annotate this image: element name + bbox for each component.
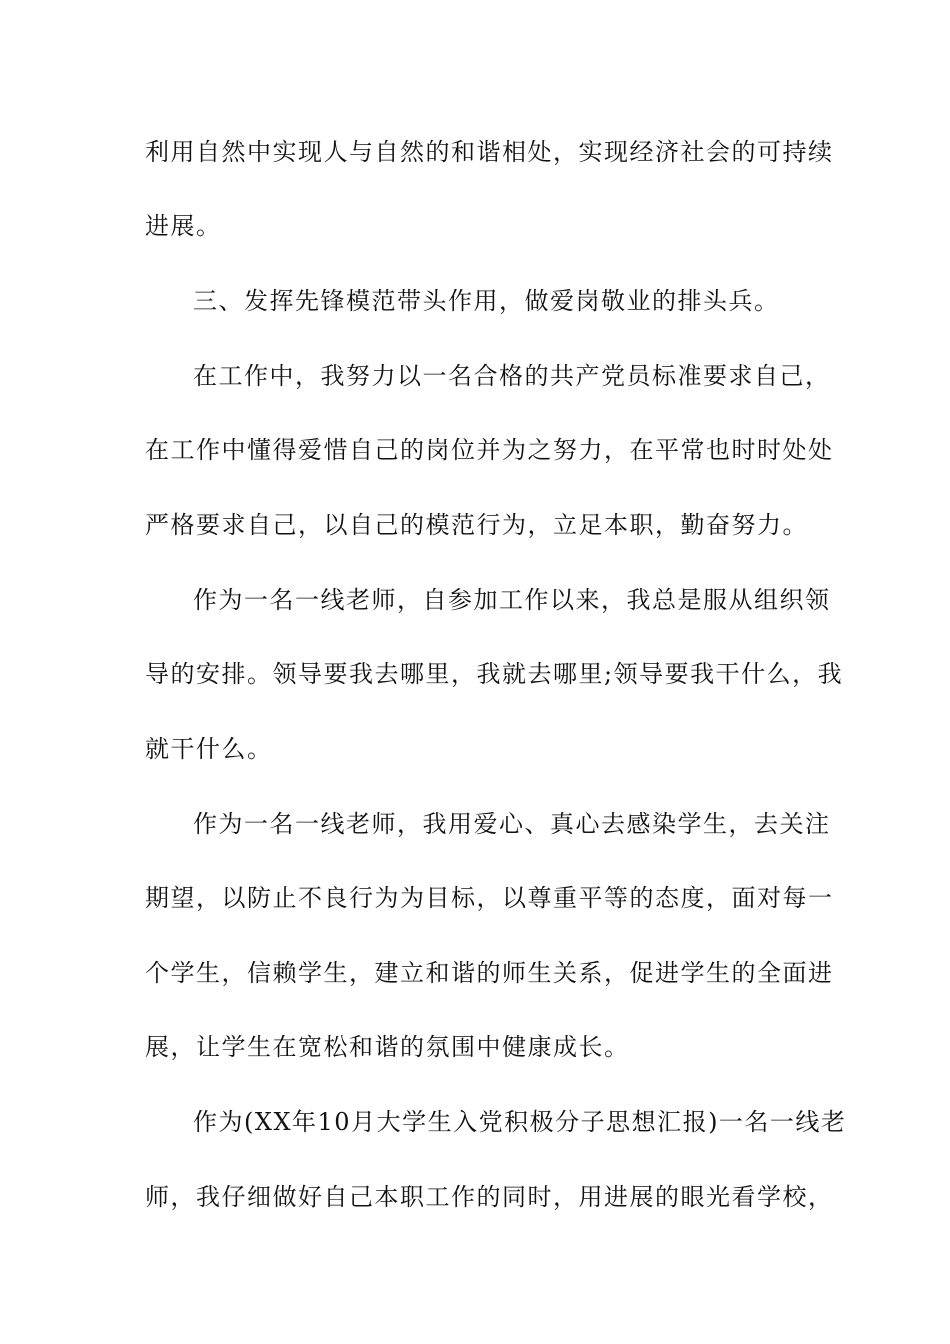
text-line: 个学生，信赖学生，建立和谐的师生关系，促进学生的全面进 [145, 959, 834, 987]
text-line: 作为一名一线老师，我用爱心、真心去感染学生，去关注 [193, 810, 831, 838]
text-line: 进展。 [145, 212, 222, 240]
section-heading: 三、发挥先锋模范带头作用，做爱岗敬业的排头兵。 [193, 287, 780, 315]
text-line: 师，我仔细做好自己本职工作的同时，用进展的眼光看学校， [145, 1183, 834, 1211]
text-line: 就干什么。 [145, 735, 273, 763]
text-line: 导的安排。领导要我去哪里，我就去哪里;领导要我干什么，我 [145, 660, 844, 688]
text-line: 作为(XX年10月大学生入党积极分子思想汇报)一名一线老 [193, 1108, 847, 1136]
text-line: 期望，以防止不良行为为目标，以尊重平等的态度，面对每一 [145, 884, 834, 912]
text-line: 在工作中懂得爱惜自己的岗位并为之努力，在平常也时时处处 [145, 436, 834, 464]
text-line: 严格要求自己，以自己的模范行为，立足本职，勤奋努力。 [145, 511, 808, 539]
text-line: 作为一名一线老师，自参加工作以来，我总是服从组织领 [193, 586, 831, 614]
text-line: 展，让学生在宽松和谐的氛围中健康成长。 [145, 1033, 630, 1061]
text-line: 在工作中，我努力以一名合格的共产党员标准要求自己， [193, 362, 831, 390]
text-line: 利用自然中实现人与自然的和谐相处，实现经济社会的可持续 [145, 138, 834, 166]
